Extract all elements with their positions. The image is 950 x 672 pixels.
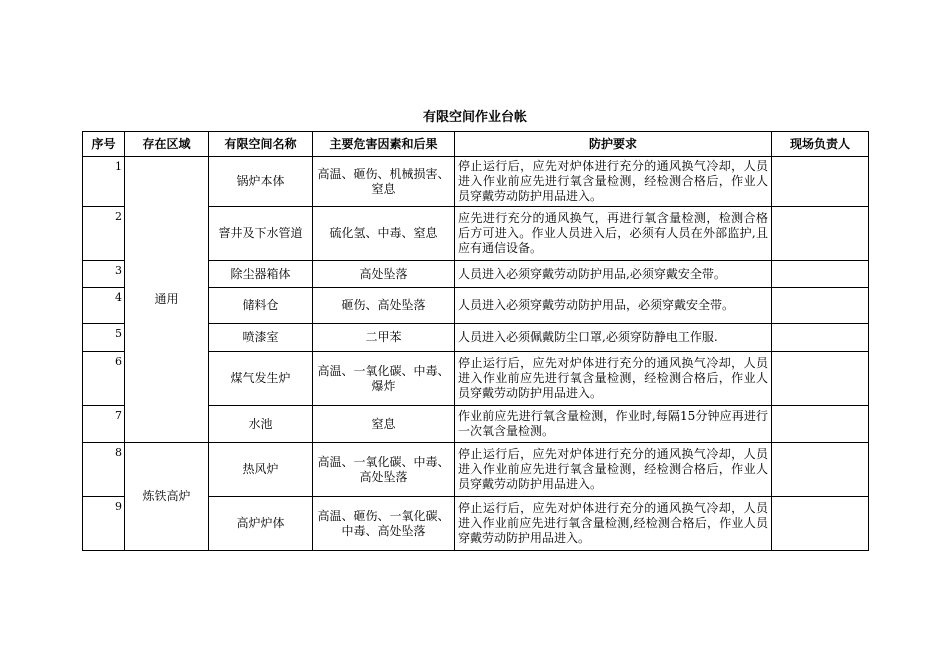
- hazard-cell: 高温、砸伤、一氧化碳、中毒、高处坠落: [313, 497, 455, 551]
- header-space-name: 有限空间名称: [209, 132, 313, 157]
- header-area: 存在区域: [125, 132, 209, 157]
- space-name-cell: 煤气发生炉: [209, 352, 313, 406]
- requirement-cell: 人员进入必须穿戴劳动防护用品，必须穿戴安全带。: [455, 288, 772, 324]
- requirement-cell: 人员进入必须穿戴劳动防护用品,必须穿戴安全带。: [455, 261, 772, 288]
- row-number: 4: [83, 288, 125, 324]
- hazard-cell: 高处坠落: [313, 261, 455, 288]
- hazard-cell: 高温、一氧化碳、中毒、爆炸: [313, 352, 455, 406]
- person-cell: [772, 497, 869, 551]
- person-cell: [772, 207, 869, 261]
- space-name-cell: 窨井及下水管道: [209, 207, 313, 261]
- space-name-cell: 锅炉本体: [209, 157, 313, 207]
- area-cell: 通用: [125, 157, 209, 443]
- row-number: 7: [83, 406, 125, 443]
- space-name-cell: 储料仓: [209, 288, 313, 324]
- table-row: [83, 157, 869, 207]
- hazard-cell: 高温、一氧化碳、中毒、高处坠落: [313, 443, 455, 497]
- row-number: 3: [83, 261, 125, 288]
- row-number: 2: [83, 207, 125, 261]
- person-cell: [772, 406, 869, 443]
- table-header-row: [83, 132, 869, 157]
- requirement-cell: 停止运行后，应先对炉体进行充分的通风换气冷却，人员进入作业前应先进行氧含量检测，经检测合格后，作业人员穿戴劳动防护用品进入。: [455, 157, 772, 207]
- header-protection: 防护要求: [455, 132, 772, 157]
- header-hazards: 主要危害因素和后果: [313, 132, 455, 157]
- document-title: 有限空间作业台帐: [422, 110, 527, 125]
- space-name-cell: 喷漆室: [209, 324, 313, 352]
- space-name-cell: 高炉炉体: [209, 497, 313, 551]
- person-cell: [772, 352, 869, 406]
- hazard-cell: 砸伤、高处坠落: [313, 288, 455, 324]
- requirement-cell: 作业前应先进行氧含量检测，作业时,每隔15分钟应再进行一次氧含量检测。: [455, 406, 772, 443]
- requirement-cell: 停止运行后，应先对炉体进行充分的通风换气冷却，人员进入作业前应先进行氧含量检测,经检测合格后，作业人员穿戴劳动防护用品进入。: [455, 497, 772, 551]
- confined-space-ledger-table: [82, 131, 869, 551]
- hazard-cell: 硫化氢、中毒、窒息: [313, 207, 455, 261]
- requirement-cell: 停止运行后，应先对炉体进行充分的通风换气冷却，人员进入作业前应先进行氧含量检测，经检测合格后，作业人员穿戴劳动防护用品进入。: [455, 443, 772, 497]
- row-number: 8: [83, 443, 125, 497]
- area-cell: 炼铁高炉: [125, 443, 209, 551]
- person-cell: [772, 157, 869, 207]
- requirement-cell: 应先进行充分的通风换气，再进行氧含量检测，检测合格后方可进入。作业人员进入后，必须有人员在外部监护,且应有通信设备。: [455, 207, 772, 261]
- hazard-cell: 窒息: [313, 406, 455, 443]
- space-name-cell: 水池: [209, 406, 313, 443]
- hazard-cell: 高温、砸伤、机械损害、窒息: [313, 157, 455, 207]
- row-number: 5: [83, 324, 125, 352]
- space-name-cell: 除尘器箱体: [209, 261, 313, 288]
- row-number: 6: [83, 352, 125, 406]
- header-person-in-charge: 现场负责人: [772, 132, 869, 157]
- table-row: [83, 443, 869, 497]
- person-cell: [772, 288, 869, 324]
- hazard-cell: 二甲苯: [313, 324, 455, 352]
- person-cell: [772, 324, 869, 352]
- person-cell: [772, 261, 869, 288]
- row-number: 1: [83, 157, 125, 207]
- requirement-cell: 停止运行后，应先对炉体进行充分的通风换气冷却，人员进入作业前应先进行氧含量检测，经检测合格后，作业人员穿戴劳动防护用品进入。: [455, 352, 772, 406]
- header-seq: 序号: [83, 132, 125, 157]
- person-cell: [772, 443, 869, 497]
- space-name-cell: 热风炉: [209, 443, 313, 497]
- requirement-cell: 人员进入必须佩戴防尘口罩,必须穿防静电工作服.: [455, 324, 772, 352]
- row-number: 9: [83, 497, 125, 551]
